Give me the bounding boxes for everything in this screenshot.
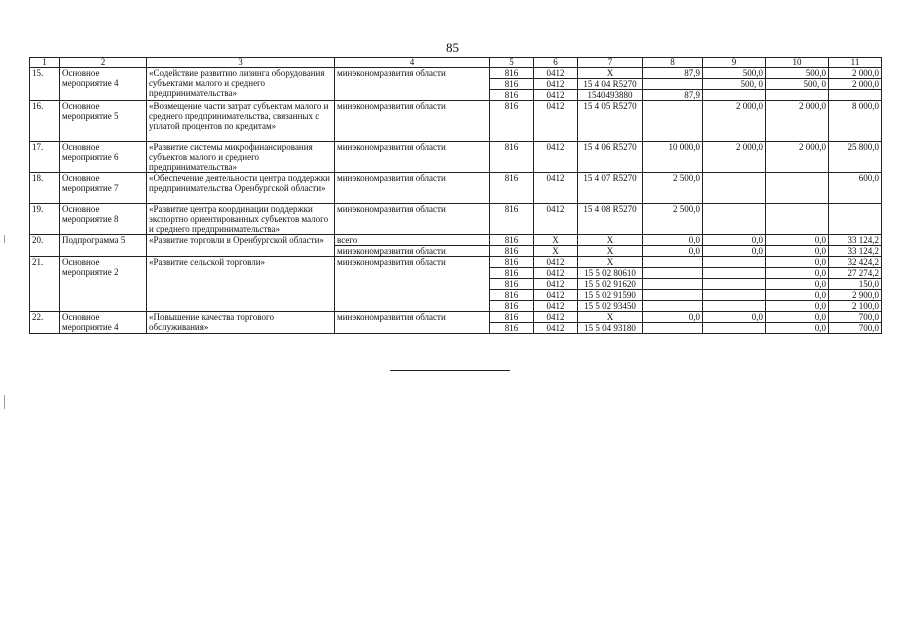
col-header: 9	[703, 58, 766, 68]
value-cell: 0,0	[703, 246, 766, 257]
table-row	[30, 173, 882, 204]
table-row	[30, 235, 882, 246]
measure-title: «Обеспечение деятельности центра поддержки предпринимательства Оренбургской области»	[147, 173, 335, 204]
csr-cell: 15 5 02 91590	[578, 290, 643, 301]
measure-title: «Повышение качества торгового обслуживания»	[147, 312, 335, 334]
value-cell: 500,0	[703, 68, 766, 79]
value-cell: 0,0	[703, 235, 766, 246]
csr-cell: 15 4 07 R5270	[578, 173, 643, 204]
rz-cell: 0412	[534, 290, 578, 301]
rz-cell: 0412	[534, 323, 578, 334]
row-number: 22.	[30, 312, 60, 334]
executor: минэкономразвития области	[335, 312, 490, 334]
measure-name: Основное мероприятие 8	[60, 204, 147, 235]
value-cell	[703, 290, 766, 301]
csr-cell: 15 5 02 80610	[578, 268, 643, 279]
page-number: 85	[446, 40, 459, 55]
table-row	[30, 68, 882, 79]
csr-cell: 15 5 02 93450	[578, 301, 643, 312]
rz-cell: X	[534, 246, 578, 257]
grbs-cell: 816	[490, 204, 534, 235]
value-cell	[643, 257, 703, 268]
row-number: 16.	[30, 101, 60, 142]
rz-cell: 0412	[534, 173, 578, 204]
row-number: 20.	[30, 235, 60, 257]
budget-table	[29, 57, 882, 334]
total-cell: 32 424,2	[829, 257, 882, 268]
col-header: 2	[60, 58, 147, 68]
grbs-cell: 816	[490, 323, 534, 334]
grbs-cell: 816	[490, 246, 534, 257]
measure-name: Основное мероприятие 6	[60, 142, 147, 173]
total-cell: 27 274,2	[829, 268, 882, 279]
value-cell	[766, 173, 829, 204]
csr-cell: 15 5 02 91620	[578, 279, 643, 290]
col-header: 10	[766, 58, 829, 68]
value-cell: 0,0	[643, 312, 703, 323]
measure-title: «Развитие системы микрофинансирования субъектов малого и среднего предпринимательства»	[147, 142, 335, 173]
value-cell	[703, 257, 766, 268]
grbs-cell: 816	[490, 279, 534, 290]
grbs-cell: 816	[490, 301, 534, 312]
measure-name: Основное мероприятие 7	[60, 173, 147, 204]
rz-cell: 0412	[534, 257, 578, 268]
grbs-cell: 816	[490, 268, 534, 279]
value-cell: 87,9	[643, 68, 703, 79]
rz-cell: 0412	[534, 101, 578, 142]
value-cell	[703, 279, 766, 290]
measure-title: «Развитие центра координации поддержки экспортно ориентированных субъектов малого и среднего предпринимательства»	[147, 204, 335, 235]
total-cell: 2 900,0	[829, 290, 882, 301]
table-row	[30, 204, 882, 235]
executor: минэкономразвития области	[335, 204, 490, 235]
row-number: 18.	[30, 173, 60, 204]
total-cell: 150,0	[829, 279, 882, 290]
grbs-cell: 816	[490, 90, 534, 101]
value-cell: 500, 0	[766, 79, 829, 90]
csr-cell: 15 4 06 R5270	[578, 142, 643, 173]
rz-cell: 0412	[534, 142, 578, 173]
executor: всего	[335, 235, 490, 246]
total-cell: 2 000,0	[829, 79, 882, 90]
rz-cell: 0412	[534, 68, 578, 79]
total-cell: 700,0	[829, 323, 882, 334]
col-header: 11	[829, 58, 882, 68]
csr-cell: X	[578, 257, 643, 268]
csr-cell: 1540493880	[578, 90, 643, 101]
value-cell: 2 500,0	[643, 173, 703, 204]
value-cell: 0,0	[766, 268, 829, 279]
value-cell	[703, 301, 766, 312]
value-cell	[766, 90, 829, 101]
value-cell: 2 000,0	[766, 142, 829, 173]
value-cell: 2 000,0	[703, 142, 766, 173]
value-cell	[643, 323, 703, 334]
row-number: 17.	[30, 142, 60, 173]
total-cell: 700,0	[829, 312, 882, 323]
value-cell	[643, 290, 703, 301]
row-number: 21.	[30, 257, 60, 312]
grbs-cell: 816	[490, 173, 534, 204]
value-cell: 0,0	[766, 257, 829, 268]
value-cell: 0,0	[766, 279, 829, 290]
rz-cell: 0412	[534, 279, 578, 290]
value-cell: 0,0	[703, 312, 766, 323]
rz-cell: 0412	[534, 301, 578, 312]
total-cell: 25 800,0	[829, 142, 882, 173]
value-cell: 0,0	[766, 290, 829, 301]
total-cell: 600,0	[829, 173, 882, 204]
footer-rule	[390, 370, 510, 371]
row-number: 19.	[30, 204, 60, 235]
value-cell: 0,0	[643, 235, 703, 246]
value-cell	[703, 173, 766, 204]
csr-cell: X	[578, 246, 643, 257]
value-cell: 10 000,0	[643, 142, 703, 173]
rz-cell: 0412	[534, 90, 578, 101]
col-header: 7	[578, 58, 643, 68]
value-cell	[703, 268, 766, 279]
scan-margin-mark	[4, 395, 5, 409]
grbs-cell: 816	[490, 257, 534, 268]
executor: минэкономразвития области	[335, 68, 490, 101]
value-cell	[643, 301, 703, 312]
col-header: 6	[534, 58, 578, 68]
col-header: 4	[335, 58, 490, 68]
value-cell	[643, 279, 703, 290]
value-cell: 87,9	[643, 90, 703, 101]
executor: минэкономразвития области	[335, 173, 490, 204]
value-cell: 2 000,0	[766, 101, 829, 142]
measure-title: «Содействие развитию лизинга оборудования субъектами малого и среднего предпринимательства»	[147, 68, 335, 101]
executor: минэкономразвития области	[335, 101, 490, 142]
csr-cell: 15 4 08 R5270	[578, 204, 643, 235]
grbs-cell: 816	[490, 101, 534, 142]
rz-cell: 0412	[534, 79, 578, 90]
value-cell	[703, 90, 766, 101]
grbs-cell: 816	[490, 68, 534, 79]
rz-cell: 0412	[534, 268, 578, 279]
col-header: 3	[147, 58, 335, 68]
rz-cell: 0412	[534, 312, 578, 323]
scan-margin-mark	[4, 235, 5, 243]
csr-cell: 15 4 04 R5270	[578, 79, 643, 90]
table-row	[30, 312, 882, 323]
measure-title: «Возмещение части затрат субъектам малого и среднего предпринимательства, связанных с уплатой процентов по кредитам»	[147, 101, 335, 142]
total-cell: 2 000,0	[829, 68, 882, 79]
total-cell: 8 000,0	[829, 101, 882, 142]
csr-cell: X	[578, 312, 643, 323]
rz-cell: 0412	[534, 204, 578, 235]
table-row	[30, 101, 882, 142]
value-cell: 500,0	[766, 68, 829, 79]
value-cell	[643, 101, 703, 142]
measure-name: Основное мероприятие 2	[60, 257, 147, 312]
col-header: 8	[643, 58, 703, 68]
value-cell: 2 500,0	[643, 204, 703, 235]
csr-cell: 15 4 05 R5270	[578, 101, 643, 142]
value-cell: 0,0	[766, 246, 829, 257]
col-header: 5	[490, 58, 534, 68]
measure-name: Основное мероприятие 4	[60, 312, 147, 334]
value-cell: 500, 0	[703, 79, 766, 90]
table-row	[30, 257, 882, 268]
value-cell: 0,0	[643, 246, 703, 257]
value-cell: 0,0	[766, 323, 829, 334]
total-cell	[829, 204, 882, 235]
col-header: 1	[30, 58, 60, 68]
csr-cell: 15 5 04 93180	[578, 323, 643, 334]
measure-title: «Развитие сельской торговли»	[147, 257, 335, 312]
csr-cell: X	[578, 235, 643, 246]
total-cell: 2 100,0	[829, 301, 882, 312]
csr-cell: X	[578, 68, 643, 79]
total-cell: 33 124,2	[829, 246, 882, 257]
executor: минэкономразвития области	[335, 257, 490, 312]
grbs-cell: 816	[490, 312, 534, 323]
measure-name: Подпрограмма 5	[60, 235, 147, 257]
measure-name: Основное мероприятие 4	[60, 68, 147, 101]
measure-name: Основное мероприятие 5	[60, 101, 147, 142]
value-cell	[643, 79, 703, 90]
grbs-cell: 816	[490, 142, 534, 173]
value-cell	[703, 323, 766, 334]
executor: минэкономразвития области	[335, 246, 490, 257]
header-row	[30, 58, 882, 68]
executor: минэкономразвития области	[335, 142, 490, 173]
grbs-cell: 816	[490, 235, 534, 246]
rz-cell: X	[534, 235, 578, 246]
grbs-cell: 816	[490, 79, 534, 90]
total-cell	[829, 90, 882, 101]
total-cell: 33 124,2	[829, 235, 882, 246]
value-cell	[703, 204, 766, 235]
value-cell: 0,0	[766, 301, 829, 312]
value-cell: 0,0	[766, 312, 829, 323]
value-cell: 2 000,0	[703, 101, 766, 142]
value-cell	[766, 204, 829, 235]
table-row	[30, 142, 882, 173]
measure-title: «Развитие торговли в Оренбургской области»	[147, 235, 335, 257]
grbs-cell: 816	[490, 290, 534, 301]
row-number: 15.	[30, 68, 60, 101]
value-cell: 0,0	[766, 235, 829, 246]
value-cell	[643, 268, 703, 279]
